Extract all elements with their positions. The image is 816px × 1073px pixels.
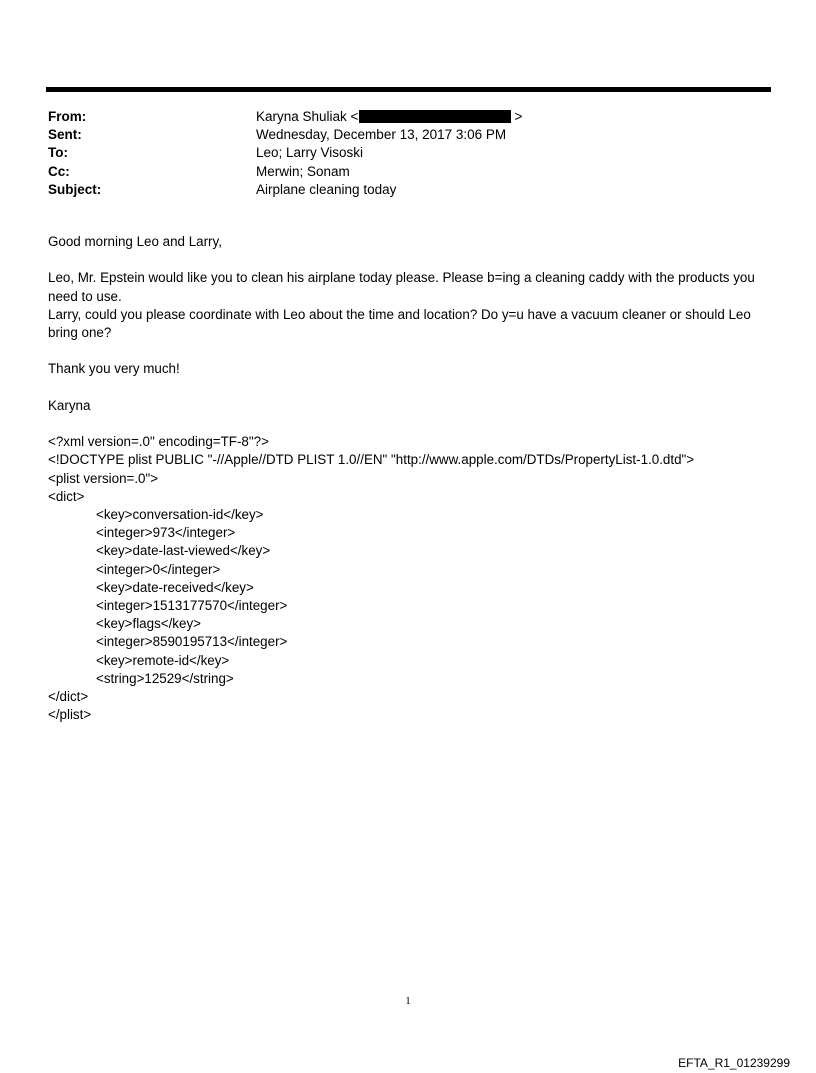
paragraph-line: Larry, could you please coordinate with Leo about the time and location? Do y=u have a vacuum cleaner or should Leo xyxy=(48,306,751,322)
plist-line: </dict> xyxy=(48,689,89,705)
top-rule xyxy=(46,87,771,92)
plist-entry: <key>conversation-id</key> xyxy=(96,506,264,522)
sent-label: Sent: xyxy=(48,127,82,143)
spacer xyxy=(48,379,768,397)
paragraph-line: Leo, Mr. Epstein would like you to clean his airplane today please. Please b=ing a cleaning caddy with the products you xyxy=(48,270,755,286)
to-label: To: xyxy=(48,145,68,161)
paragraph-line: bring one? xyxy=(48,325,112,340)
subject-row xyxy=(48,181,768,199)
email-body xyxy=(48,233,768,724)
from-close: > xyxy=(514,109,523,124)
subject-value: Airplane cleaning today xyxy=(256,181,397,197)
from-label: From: xyxy=(48,109,87,124)
plist-line: <dict> xyxy=(48,488,85,504)
plist-entry: <key>flags</key> xyxy=(96,616,201,632)
thanks-line: Thank you very much! xyxy=(48,361,180,377)
spacer xyxy=(48,415,768,433)
email-header xyxy=(48,108,768,199)
plist-entry: <key>remote-id</key> xyxy=(96,652,230,668)
to-row xyxy=(48,144,768,162)
cc-label: Cc: xyxy=(48,163,70,179)
plist-entry: <integer>1513177570</integer> xyxy=(96,598,288,613)
from-value xyxy=(256,108,768,126)
from-name: Karyna Shuliak < xyxy=(256,109,359,124)
spacer xyxy=(48,342,768,360)
redaction-box xyxy=(359,110,511,123)
plist-line: <plist version=.0"> xyxy=(48,470,159,486)
plist-entry: <key>date-received</key> xyxy=(96,579,254,595)
page-number: 1 xyxy=(405,995,411,1007)
plist-entry: <integer>973</integer> xyxy=(96,525,236,541)
plist-line: <!DOCTYPE plist PUBLIC "-//Apple//DTD PLIST 1.0//EN" "http://www.apple.com/DTDs/PropertyList-1.0.dtd"> xyxy=(48,452,695,468)
plist-entry: <integer>0</integer> xyxy=(96,561,221,577)
document-id: EFTA_R1_01239299 xyxy=(678,1056,790,1070)
plist-line: <?xml version=.0" encoding=TF-8"?> xyxy=(48,434,269,450)
paragraph-line: need to use. xyxy=(48,288,122,304)
from-row xyxy=(48,108,768,126)
cc-value: Merwin; Sonam xyxy=(256,163,350,179)
greeting: Good morning Leo and Larry, xyxy=(48,234,222,249)
sent-row xyxy=(48,126,768,144)
subject-label: Subject: xyxy=(48,181,102,197)
cc-row xyxy=(48,163,768,181)
plist-entry: <integer>8590195713</integer> xyxy=(96,634,288,650)
to-value: Leo; Larry Visoski xyxy=(256,145,364,161)
plist-entry: <string>12529</string> xyxy=(96,670,234,686)
spacer xyxy=(48,251,768,269)
plist-entry: <key>date-last-viewed</key> xyxy=(96,543,271,559)
signature: Karyna xyxy=(48,397,91,413)
sent-value: Wednesday, December 13, 2017 3:06 PM xyxy=(256,127,507,143)
plist-line: </plist> xyxy=(48,707,92,723)
